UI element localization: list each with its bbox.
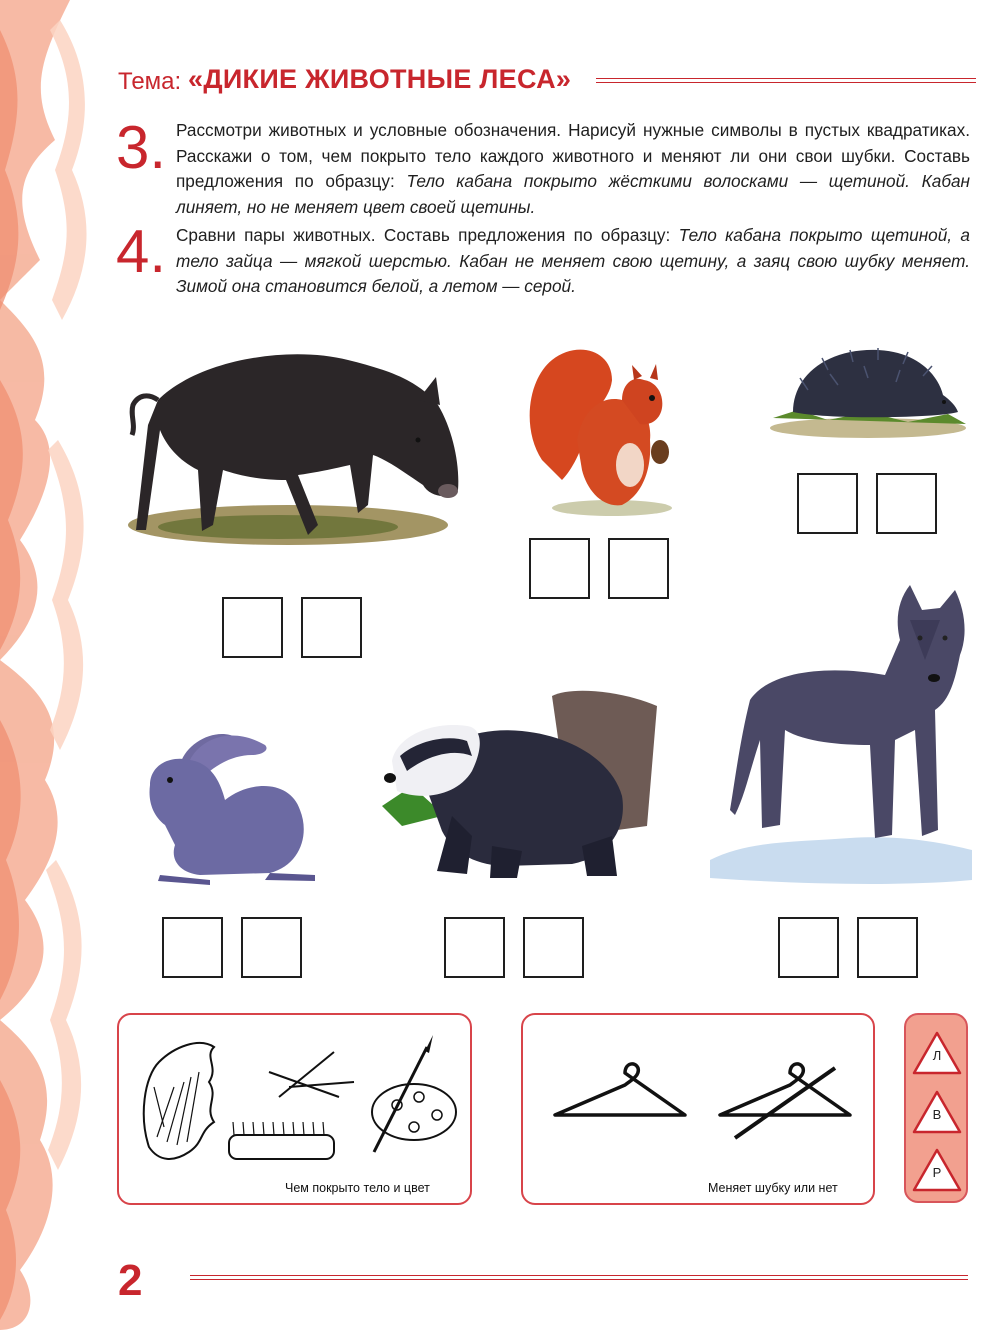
task-number-4: 4.: [116, 218, 167, 285]
brush-stroke-decoration: [0, 0, 110, 1330]
answer-box-wolf-2[interactable]: [857, 917, 918, 978]
topic-title: «ДИКИЕ ЖИВОТНЫЕ ЛЕСА»: [188, 64, 572, 94]
topic-prefix: Тема:: [118, 68, 182, 95]
squirrel-illustration: [522, 340, 682, 520]
task-4-instruction: Сравни пары животных. Составь предложения по образцу:: [176, 225, 679, 245]
answer-box-hare-2[interactable]: [241, 917, 302, 978]
task-4-example: Тело кабана покрыто щетиной, а тело зайца — мягкой шерстью. Кабан не меняет свою щетину, а заяц свою шубку меняет. Зимой она становится белой, а летом — серой.: [176, 225, 970, 296]
marker-label-2: В: [932, 1107, 942, 1122]
task-number-3: 3.: [116, 114, 167, 181]
answer-box-hare-1[interactable]: [162, 917, 223, 978]
season-marker-panel: [904, 1013, 968, 1203]
answer-box-badger-2[interactable]: [523, 917, 584, 978]
answer-box-boar-1[interactable]: [222, 597, 283, 658]
answer-box-hedgehog-2[interactable]: [876, 473, 937, 534]
answer-box-squirrel-1[interactable]: [529, 538, 590, 599]
wolf-illustration: [710, 580, 972, 892]
answer-box-badger-1[interactable]: [444, 917, 505, 978]
footer-rule: [190, 1275, 968, 1280]
hanger-symbols-icon: [545, 1053, 855, 1153]
legend-body-covering: [117, 1013, 472, 1205]
answer-box-boar-2[interactable]: [301, 597, 362, 658]
hare-illustration: [140, 725, 330, 890]
topic-header: [118, 62, 978, 102]
marker-label-3: Р: [932, 1165, 942, 1180]
covering-symbols-icon: [129, 1027, 464, 1177]
legend-caption-covering: Чем покрыто тело и цвет: [285, 1181, 430, 1195]
answer-box-wolf-1[interactable]: [778, 917, 839, 978]
task-3-example: Тело кабана покрыто жёсткими волосками — щетиной. Кабан линяет, но не меняет цвет своей щетины.: [176, 171, 970, 217]
task-3-instruction: Рассмотри животных и условные обозначения. Нарисуй нужные символы в пустых квадратиках. Расскажи о том, чем покрыто тело каждого животного и меняют ли они свои шубки. Составь предложения по образцу:: [176, 120, 970, 191]
header-rule: [596, 78, 976, 83]
legend-caption-molting: Меняет шубку или нет: [708, 1181, 838, 1195]
page-number: 2: [118, 1256, 143, 1305]
task-4-text: [176, 223, 970, 300]
badger-illustration: [372, 686, 662, 886]
boar-illustration: [118, 335, 468, 565]
legend-molting: [521, 1013, 875, 1205]
hanger-icon: [555, 1064, 685, 1115]
task-3-text: [176, 118, 970, 220]
crossed-hanger-icon: [720, 1064, 850, 1138]
hedgehog-illustration: [768, 340, 968, 440]
answer-box-squirrel-2[interactable]: [608, 538, 669, 599]
answer-box-hedgehog-1[interactable]: [797, 473, 858, 534]
marker-label-1: Л: [932, 1048, 942, 1063]
